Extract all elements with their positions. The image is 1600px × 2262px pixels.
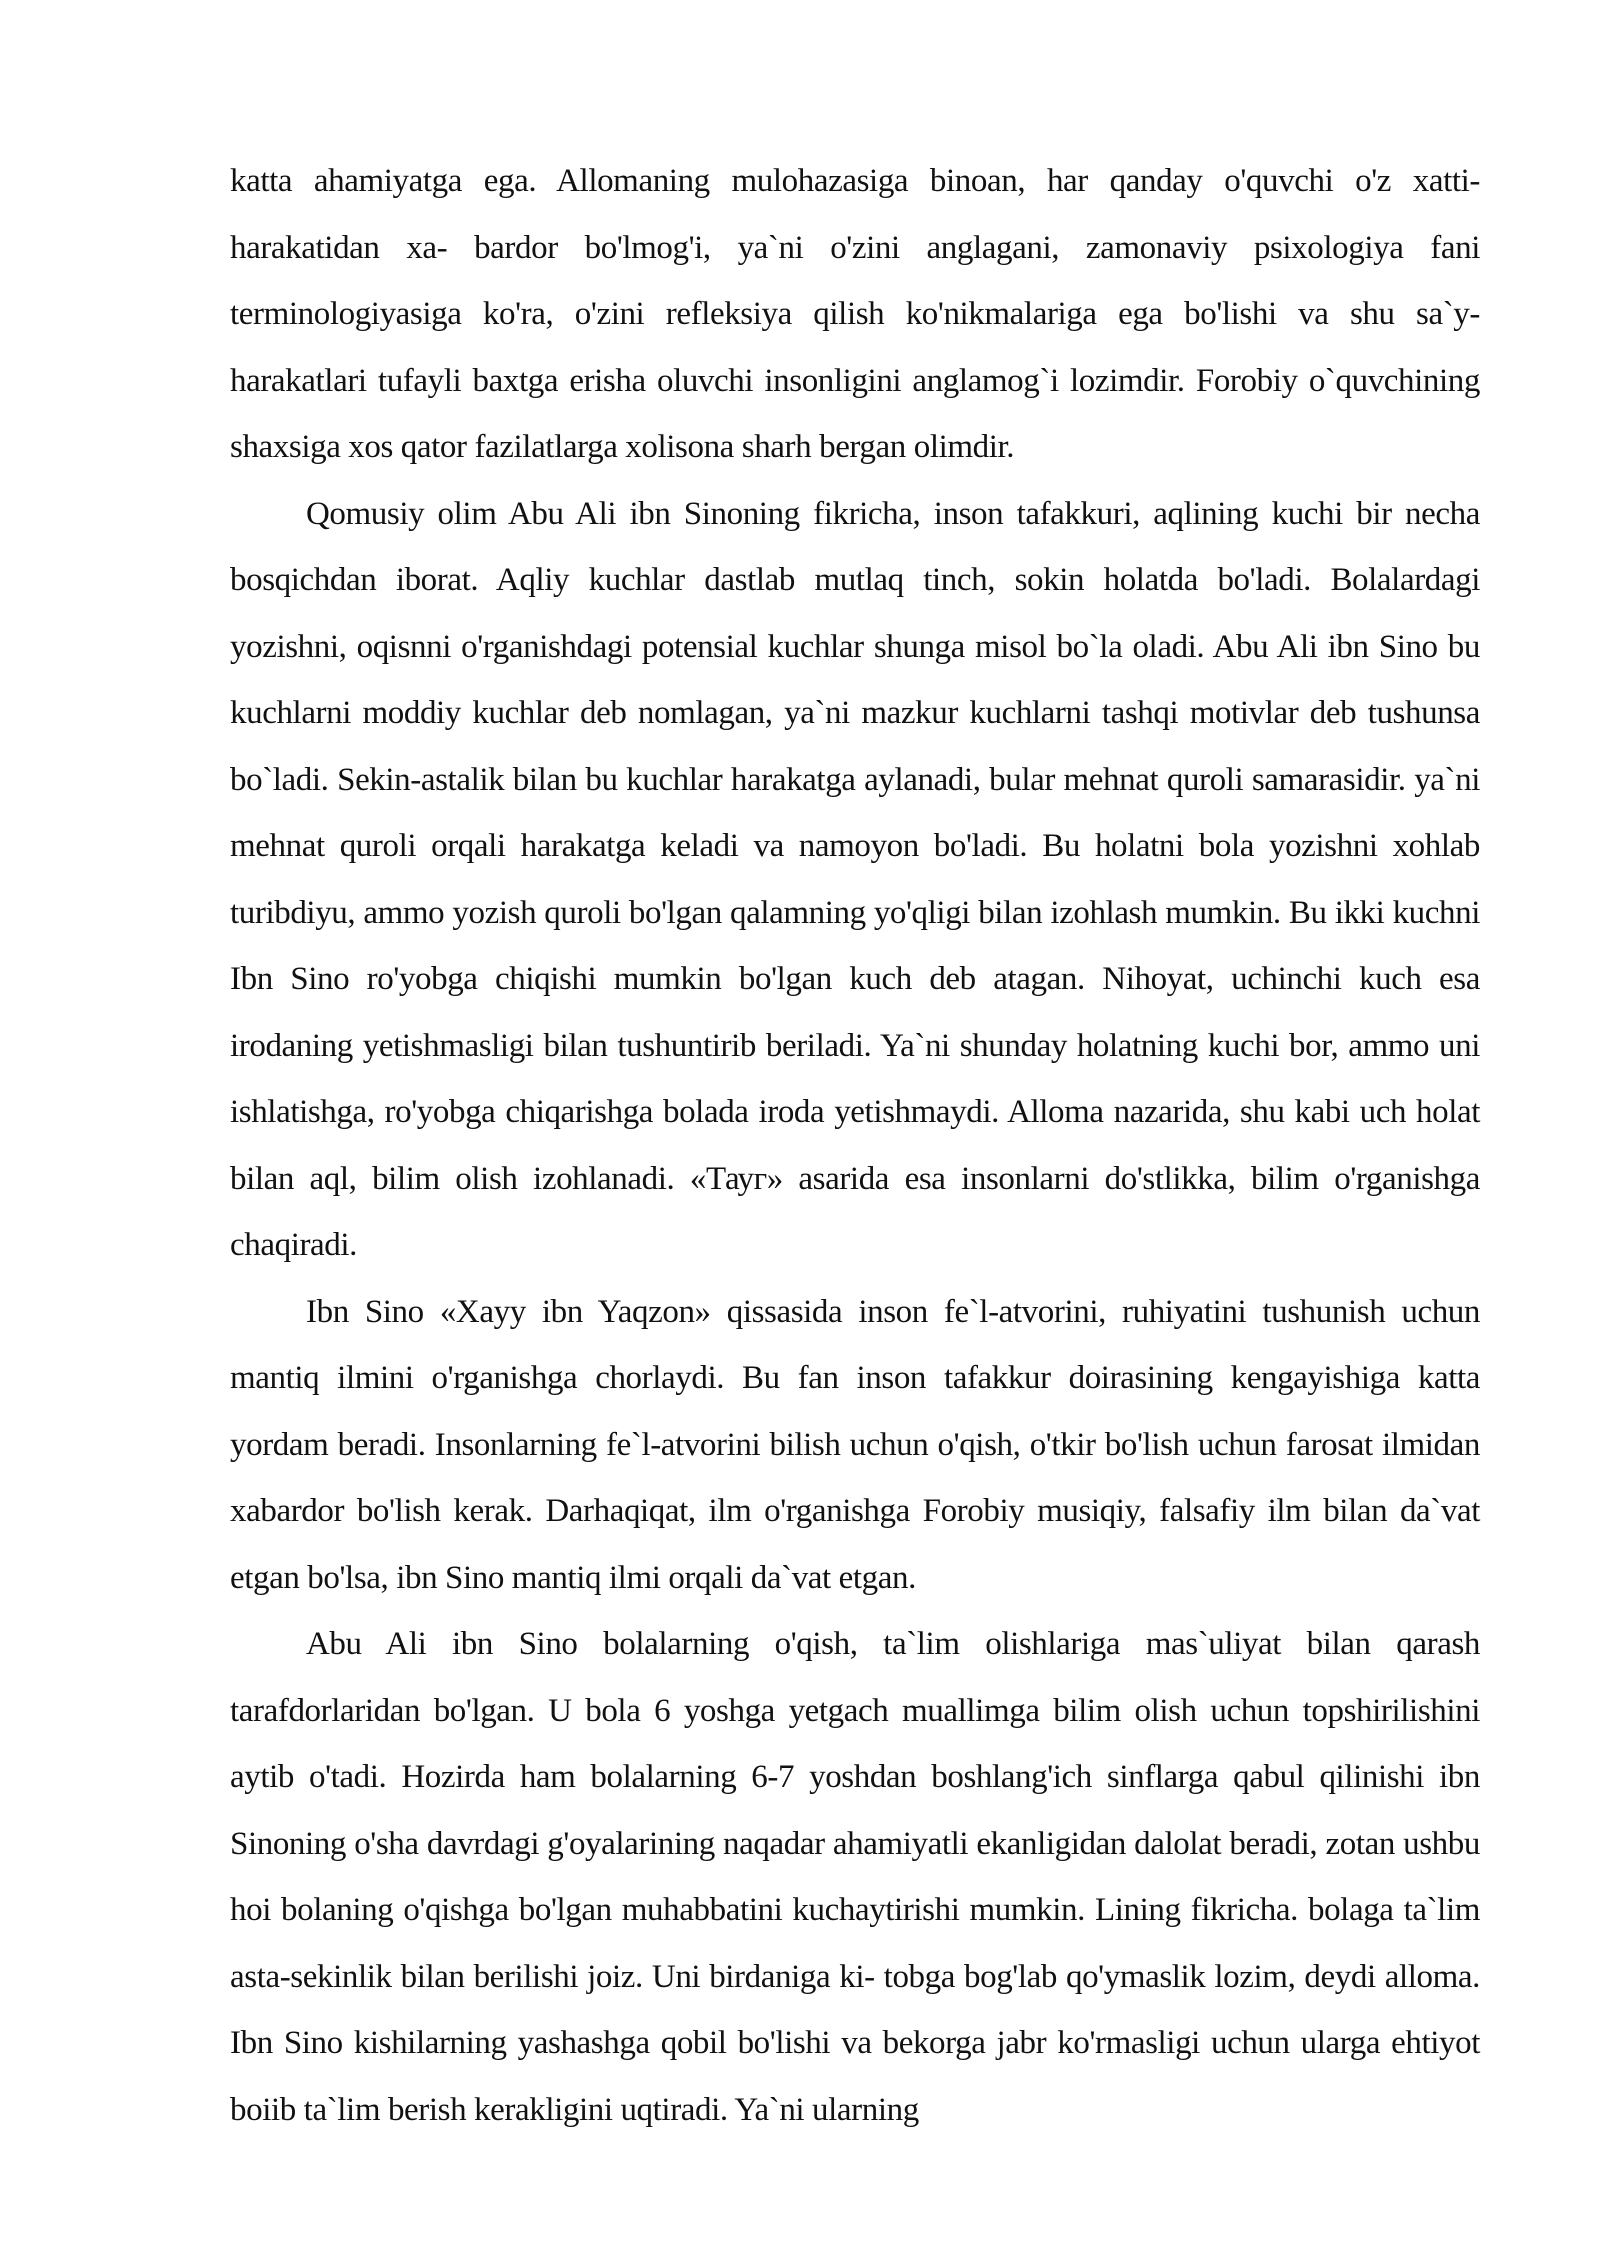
paragraph-3: Ibn Sino «Xayy ibn Yaqzon» qissasida inson fe`l-atvorini, ruhiyatini tushunish uchun mantiq ilmini o'rganishga chorlaydi. Bu fan inson tafakkur doirasining kengayishiga katta yordam beradi. Insonlarning fe`l-atvorini bilish uchun o'qish, o'tkir bo'lish uchun farosat ilmidan xabardor bo'lish kerak. Darhaqiqat, ilm o'rganishga Forobiy musiqiy, falsafiy ilm bilan da`vat etgan bo'lsa, ibn Sino mantiq ilmi orqali da`vat etgan. — [230, 1293, 1480, 1596]
paragraph-4: Abu Ali ibn Sino bolalarning o'qish, ta`lim olishlariga mas`uliyat bilan qarash tarafdorlaridan bo'lgan. U bola 6 yoshga yetgach muallimga bilim olish uchun topshirilishini aytib o'tadi. Hozirda ham bolalarning 6-7 yoshdan boshlang'ich sinflarga qabul qilinishi ibn Sinoning o'sha davrdagi g'oyalarining naqadar ahamiyatli ekanligidan dalolat beradi, zotan ushbu hoi bolaning o'qishga bo'lgan muhabbatini kuchaytirishi mumkin. Lining fikricha. bolaga ta`lim asta-sekinlik bilan berilishi joiz. Uni birdaniga ki- tobga bog'lab qo'ymaslik lozim, deydi alloma. Ibn Sino kishilarning yashashga qobil bo'lishi va bekorga jabr ko'rmasligi uchun ularga ehtiyot boiib ta`lim berish kerakligini uqtiradi. Ya`ni ularning — [230, 1626, 1480, 2128]
paragraph-2: Qomusiy olim Abu Ali ibn Sinoning fikricha, inson tafakkuri, aqlining kuchi bir necha bosqichdan iborat. Aqliy kuchlar dastlab mutlaq tinch, sokin holatda bo'ladi. Bolalardagi yozishni, oqisnni o'rganishdagi potensial kuchlar shunga misol bo`la oladi. Abu Ali ibn Sino bu kuchlarni moddiy kuchlar deb nomlagan, ya`ni mazkur kuchlarni tashqi motivlar deb tushunsa bo`ladi. Sekin-astalik bilan bu kuchlar harakatga aylanadi, bular mehnat quroli samarasidir. ya`ni mehnat quroli orqali harakatga keladi va namoyon bo'ladi. Bu holatni bola yozishni xohlab turibdiyu, ammo yozish quroli bo'lgan qalamning yo'qligi bilan izohlash mumkin. Bu ikki kuchni Ibn Sino ro'yobga chiqishi mumkin bo'lgan kuch deb atagan. Nihoyat, uchinchi kuch esa irodaning yetishmasligi bilan tushuntirib beriladi. Ya`ni shunday holatning kuchi bor, ammo uni ishlatishga, ro'yobga chiqarishga bolada iroda yetishmaydi. Alloma nazarida, shu kabi uch holat bilan aql, bilim olish izohlanadi. «Тауг» asarida esa insonlarni do'stlikka, bilim o'rganishga chaqiradi. — [230, 495, 1480, 1263]
paragraph-1: katta ahamiyatga ega. Allomaning mulohazasiga binoan, har qanday o'quvchi o'z xatti-harakatidan xa- bardor bo'lmog'i, ya`ni o'zini anglagani, zamonaviy psixologiya fani terminologiyasiga ko'ra, o'zini refleksiya qilish ko'nikmalariga ega bo'lishi va shu sa`y-harakatlari tufayli baxtga erisha oluvchi insonligini anglamog`i lozimdir. Forobiy o`quvchining shaxsiga xos qator fazilatlarga xolisona sharh bergan olimdir. — [230, 163, 1480, 465]
document-body — [230, 148, 1480, 2143]
